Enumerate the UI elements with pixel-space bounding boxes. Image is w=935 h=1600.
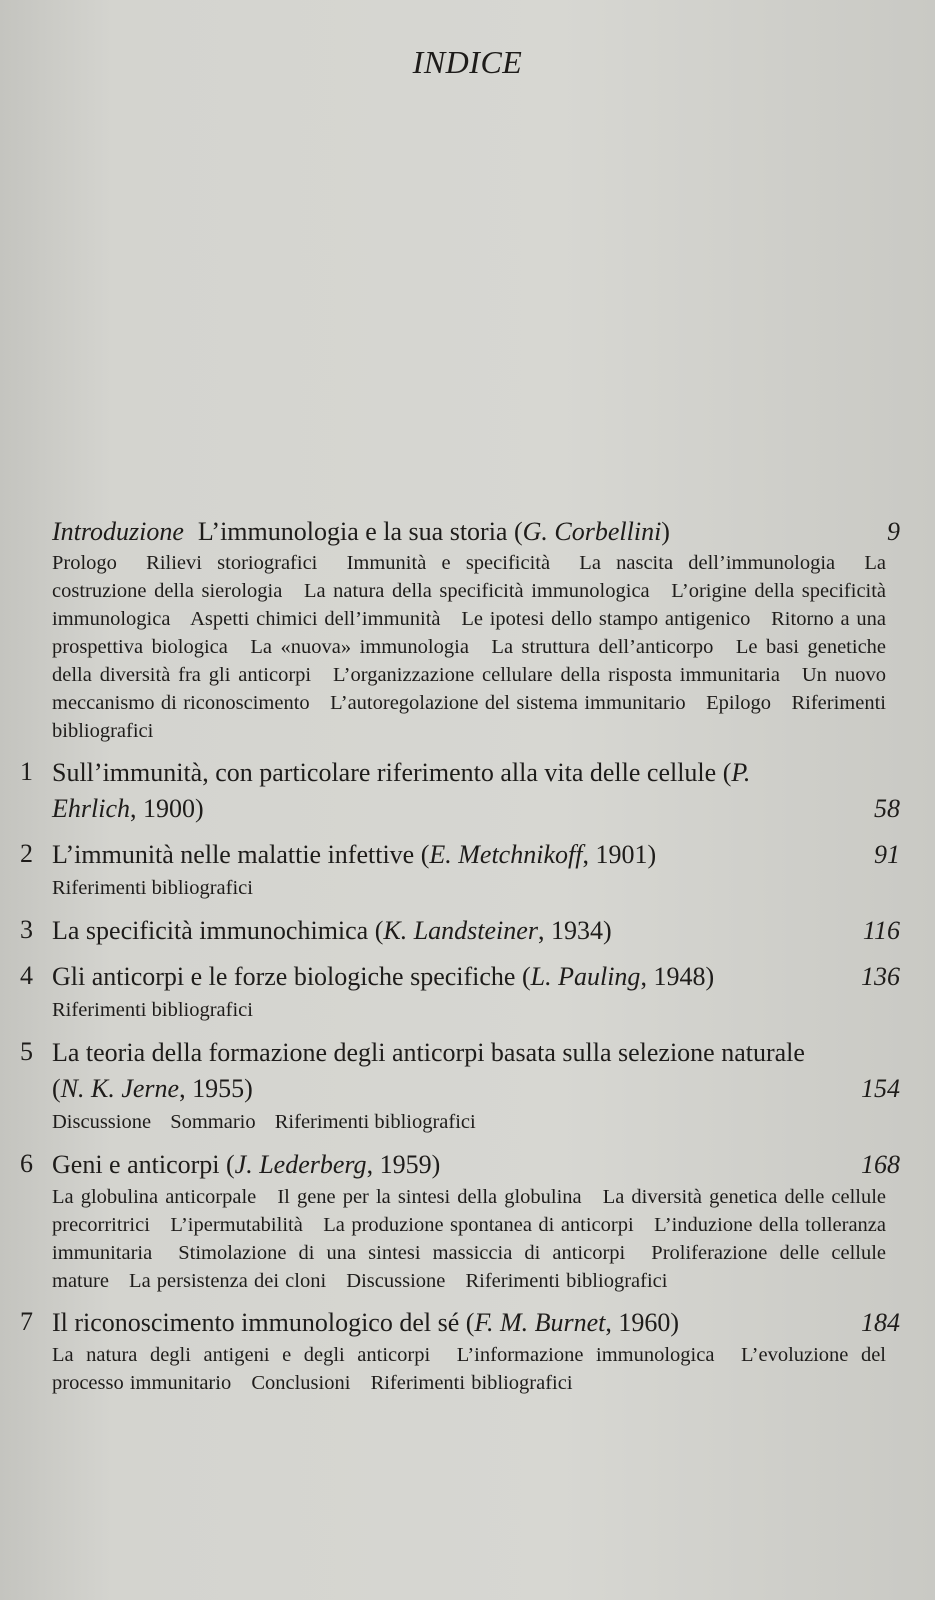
intro-author: G. Corbellini bbox=[522, 517, 662, 546]
chapter-entry bbox=[20, 1035, 900, 1137]
section-title: Riferimenti bibliografici bbox=[52, 877, 253, 899]
section-title: Prologo bbox=[52, 552, 117, 574]
section-title: Immunità e specificità bbox=[346, 552, 551, 574]
section-title: La globulina anticorpale bbox=[52, 1186, 257, 1208]
chapter-author: E. Metchnikoff bbox=[429, 840, 583, 869]
chapter-author: N. K. Jerne bbox=[60, 1074, 180, 1103]
section-title: La diversità genetica delle cellule precorritrici bbox=[52, 1186, 887, 1236]
chapter-year: , 1959) bbox=[366, 1150, 441, 1179]
section-title: La struttura dell’anticorpo bbox=[491, 636, 714, 658]
page-title: INDICE bbox=[412, 44, 523, 80]
chapter-number: 1 bbox=[20, 757, 33, 786]
section-title: Stimolazione di una sintesi massiccia di anticorpi bbox=[178, 1242, 626, 1264]
chapter-number: 4 bbox=[20, 961, 33, 990]
section-title: La «nuova» immunologia bbox=[250, 636, 469, 658]
section-title: La natura della specificità immunologica bbox=[303, 580, 650, 602]
chapter-author: J. Lederberg bbox=[234, 1150, 367, 1179]
chapter-year: , 1900) bbox=[130, 794, 204, 823]
section-title: La nascita dell’immunologia bbox=[579, 552, 836, 574]
section-title: La costruzione della sierologia bbox=[52, 552, 887, 602]
intro-label: Introduzione bbox=[52, 517, 184, 546]
chapter-page-number: 168 bbox=[861, 1150, 900, 1179]
section-title: L’autoregolazione del sistema immunitario bbox=[330, 692, 686, 714]
section-title: Discussione bbox=[346, 1270, 446, 1292]
chapter-year: , 1901) bbox=[582, 840, 657, 869]
chapter-page-number: 91 bbox=[874, 840, 900, 869]
section-title: Riferimenti bibliografici bbox=[274, 1111, 476, 1133]
chapter-heading bbox=[20, 1147, 900, 1183]
section-title: La persistenza dei cloni bbox=[129, 1270, 327, 1292]
section-title: Riferimenti bibliografici bbox=[370, 1372, 573, 1394]
intro-sections bbox=[20, 549, 900, 745]
chapter-heading bbox=[20, 755, 900, 827]
chapter-entry bbox=[20, 959, 900, 1025]
section-title: Un nuovo meccanismo di riconoscimento bbox=[52, 664, 887, 714]
chapter-heading bbox=[20, 1035, 900, 1107]
intro-page-number: 9 bbox=[887, 517, 900, 546]
chapter-page-number: 116 bbox=[862, 916, 900, 945]
chapter-title bbox=[20, 959, 900, 995]
chapter-author: K. Landsteiner bbox=[383, 916, 538, 945]
intro-close: ) bbox=[661, 517, 670, 546]
chapter-entry bbox=[20, 1305, 900, 1397]
chapter-number: 3 bbox=[20, 915, 33, 944]
chapter-title bbox=[20, 913, 900, 949]
section-title: Proliferazione delle cellule mature bbox=[52, 1242, 887, 1292]
section-title: L’induzione della tolleranza immunitaria bbox=[52, 1214, 886, 1264]
chapter-author: P. Ehrlich bbox=[52, 758, 751, 823]
chapter-number: 7 bbox=[20, 1307, 33, 1336]
chapter-title bbox=[20, 755, 900, 827]
chapter-page-number: 136 bbox=[861, 962, 900, 991]
chapter-heading bbox=[20, 837, 900, 873]
section-title: La produzione spontanea di anticorpi bbox=[323, 1214, 634, 1236]
chapter-sections bbox=[20, 873, 900, 903]
chapter-sections bbox=[20, 995, 900, 1025]
section-title: Le basi genetiche della diversità fra gli anticorpi bbox=[52, 636, 887, 686]
chapter-title-text: Il riconoscimento immunologico del sé ( bbox=[52, 1308, 475, 1337]
chapter-sections bbox=[20, 1183, 900, 1295]
chapter-author: F. M. Burnet bbox=[474, 1308, 606, 1337]
chapter-number: 2 bbox=[20, 839, 33, 868]
chapter-year: , 1948) bbox=[640, 962, 715, 991]
table-of-contents bbox=[20, 515, 900, 1397]
section-title: Epilogo bbox=[706, 692, 772, 714]
section-title: Riferimenti bibliografici bbox=[465, 1270, 668, 1292]
section-title: Rilievi storiografici bbox=[146, 552, 318, 574]
chapter-title bbox=[20, 837, 900, 873]
section-title: La natura degli antigeni e degli anticorpi bbox=[52, 1344, 431, 1366]
section-title: L’origine della specificità immunologica bbox=[52, 580, 887, 630]
section-title: Sommario bbox=[170, 1111, 256, 1133]
chapter-title-text: Geni e anticorpi ( bbox=[52, 1150, 235, 1179]
section-title: Conclusioni bbox=[251, 1372, 351, 1394]
chapter-sections bbox=[20, 1107, 900, 1137]
chapter-title bbox=[20, 1305, 900, 1341]
chapter-heading bbox=[20, 959, 900, 995]
chapter-year: , 1955) bbox=[179, 1074, 253, 1103]
chapter-heading bbox=[20, 913, 900, 949]
chapter-title-text: Sull’immunità, con particolare riferimento alla vita delle cellule ( bbox=[52, 758, 732, 787]
chapter-year: , 1934) bbox=[537, 916, 612, 945]
section-title: Aspetti chimici dell’immunità bbox=[190, 608, 441, 630]
section-title: L’ipermutabilità bbox=[170, 1214, 303, 1236]
chapter-number: 6 bbox=[20, 1149, 33, 1178]
section-title: L’informazione immunologica bbox=[456, 1344, 715, 1366]
chapter-author: L. Pauling bbox=[530, 962, 641, 991]
section-title: Riferimenti bibliografici bbox=[52, 999, 253, 1021]
chapter-sections bbox=[20, 1341, 900, 1397]
chapter-title-text: Gli anticorpi e le forze biologiche specifiche ( bbox=[52, 962, 531, 991]
chapter-heading bbox=[20, 1305, 900, 1341]
chapter-year: , 1960) bbox=[605, 1308, 680, 1337]
chapter-title-text: La specificità immunochimica ( bbox=[52, 916, 384, 945]
chapter-page-number: 184 bbox=[861, 1308, 900, 1337]
chapter-entry bbox=[20, 1147, 900, 1295]
chapter-entry bbox=[20, 913, 900, 949]
chapter-title bbox=[20, 1035, 900, 1107]
intro-entry bbox=[20, 515, 900, 549]
chapter-entry bbox=[20, 755, 900, 827]
section-title: Il gene per la sintesi della globulina bbox=[277, 1186, 582, 1208]
chapter-title-text: La teoria della formazione degli anticorpi basata sulla selezione naturale ( bbox=[52, 1038, 805, 1103]
intro-title: L’immunologia e la sua storia ( bbox=[197, 517, 523, 546]
chapter-page-number: 154 bbox=[861, 1074, 900, 1103]
section-title: L’organizzazione cellulare della risposta immunitaria bbox=[333, 664, 780, 686]
section-title: Le ipotesi dello stampo antigenico bbox=[461, 608, 751, 630]
chapter-list bbox=[20, 755, 900, 1397]
section-title: Discussione bbox=[52, 1111, 152, 1133]
chapter-page-number: 58 bbox=[874, 794, 900, 823]
chapter-number: 5 bbox=[20, 1037, 33, 1066]
section-title: L’evoluzione del processo immunitario bbox=[52, 1344, 887, 1394]
chapter-title bbox=[20, 1147, 900, 1183]
section-title: Riferimenti bibliografici bbox=[52, 692, 886, 742]
section-title: Ritorno a una prospettiva biologica bbox=[52, 608, 887, 658]
chapter-title-text: L’immunità nelle malattie infettive ( bbox=[52, 840, 430, 869]
chapter-entry bbox=[20, 837, 900, 903]
